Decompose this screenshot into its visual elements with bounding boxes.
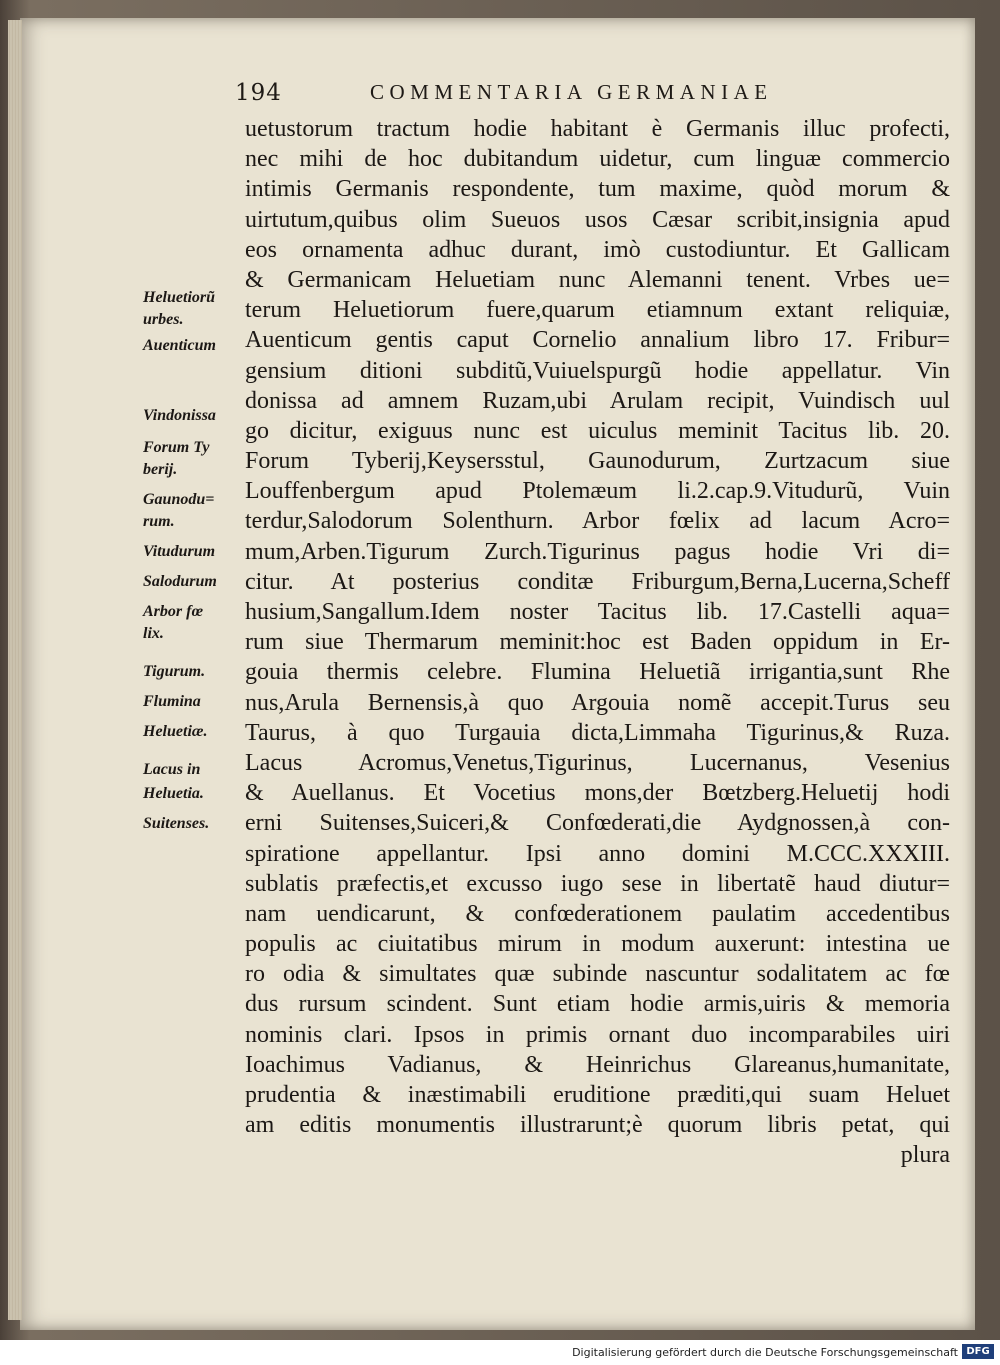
text-line: populis ac ciuitatibus mirum in modum auxerunt: intestina ue bbox=[245, 931, 950, 958]
text-line: husium,Sangallum.Idem noster Tacitus lib. 17.Castelli aqua= bbox=[245, 599, 950, 625]
text-line: nec mihi de hoc dubitandum uidetur, cum linguæ commercio bbox=[245, 146, 950, 173]
margin-note: Suitenses. bbox=[143, 815, 210, 832]
page-edge bbox=[8, 20, 22, 1320]
text-line: gouia thermis celebre. Flumina Heluetiã irrigantia,sunt Rhe bbox=[245, 659, 950, 686]
text-line: & Germanicam Heluetiam nunc Alemanni tenent. Vrbes ue= bbox=[245, 266, 950, 293]
page-header bbox=[235, 80, 855, 114]
text-line: Louffenbergum apud Ptolemæum li.2.cap.9.Vitudurũ, Vuin bbox=[245, 478, 950, 505]
margin-note: Salodurum bbox=[143, 573, 217, 590]
text-line: Taurus, à quo Turgauia dicta,Limmaha Tigurinus,& Ruza. bbox=[245, 719, 950, 746]
margin-note: Heluetiorũ bbox=[143, 289, 216, 306]
text-line: terum Heluetiorum fuere,quarum etiamnum extant reliquiæ, bbox=[245, 297, 950, 324]
text-line: Ioachimus Vadianus, & Heinrichus Glareanus,humanitate, bbox=[245, 1051, 950, 1078]
text-line: erni Suitenses,Suiceri,& Confœderati,die Aydgnossen,à con- bbox=[245, 810, 950, 837]
text-line: Forum Tyberij,Keysersstul, Gaunodurum, Zurtzacum siue bbox=[245, 448, 950, 475]
text-line: nam uendicarunt, & confœderationem paulatim accedentibus bbox=[245, 900, 950, 927]
text-line: prudentia & inæstimabili eruditione præditi,qui suam Heluet bbox=[245, 1082, 950, 1108]
text-line: intimis Germanis respondente, tum maxime, quòd morum & bbox=[245, 176, 950, 203]
text-line: citur. At posterius conditæ Friburgum,Berna,Lucerna,Scheff bbox=[245, 568, 950, 595]
margin-note: berij. bbox=[143, 461, 178, 478]
margin-note: Tigurum. bbox=[143, 663, 206, 680]
body-text bbox=[245, 114, 950, 1171]
text-line: uirtutum,quibus olim Sueuos usos Cæsar scribit,insignia apud bbox=[245, 206, 950, 233]
text-line: donissa ad amnem Ruzam,ubi Arulam recipit, Vuindisch uul bbox=[245, 387, 950, 414]
text-line: terdur,Salodorum Solenthurn. Arbor fœlix ad lacum Acro= bbox=[245, 508, 950, 535]
text-line: gensium ditioni subditũ,Vuiuelspurgũ hodie appellatur. Vin bbox=[245, 357, 950, 384]
text-line: nominis clari. Ipsos in primis ornant duo incomparabiles uiri bbox=[245, 1021, 950, 1048]
text-line: rum siue Thermarum meminit:hoc est Baden oppidum in Er- bbox=[245, 629, 950, 656]
margin-note: lix. bbox=[143, 625, 164, 642]
catchword: plura bbox=[900, 1142, 950, 1169]
text-line: & Auellanus. Et Vocetius mons,der Bœtzberg.Heluetij hodi bbox=[245, 780, 950, 807]
margin-note: rum. bbox=[143, 513, 175, 530]
text-line: Auenticum gentis caput Cornelio annalium libro 17. Fribur= bbox=[245, 327, 950, 354]
margin-note: Forum Ty bbox=[143, 439, 210, 456]
text-line: sublatis præfectis,et excusso iugo sese in libertatẽ haud diutur= bbox=[245, 870, 950, 897]
margin-note: Lacus in bbox=[143, 761, 201, 778]
text-line: am editis monumentis illustrarunt;è quorum libris petat, qui bbox=[245, 1112, 950, 1139]
text-line: nus,Arula Bernensis,à quo Argouia nomẽ accepit.Turus seu bbox=[245, 689, 950, 716]
margin-note: Arbor fœ bbox=[143, 603, 204, 620]
text-line: mum,Arben.Tigurum Zurch.Tigurinus pagus hodie Vri di= bbox=[245, 538, 950, 565]
text-line: Lacus Acromus,Venetus,Tigurinus, Lucernanus, Vesenius bbox=[245, 749, 950, 776]
dfg-logo: DFG bbox=[962, 1344, 994, 1359]
running-title: COMMENTARIA GERMANIAE bbox=[370, 80, 773, 104]
text-line: spiratione appellantur. Ipsi anno domini M.CCC.XXXIII. bbox=[245, 840, 950, 867]
text-line: uetustorum tractum hodie habitant è Germanis illuc profecti, bbox=[245, 116, 950, 142]
margin-note: Gaunodu= bbox=[143, 491, 215, 508]
text-line: go dicitur, exiguus nunc est uiculus meminit Tacitus lib. 20. bbox=[245, 417, 950, 444]
margin-note: Heluetiæ. bbox=[143, 723, 208, 740]
page-number: 194 bbox=[235, 80, 282, 106]
margin-note: Flumina bbox=[143, 693, 201, 710]
margin-note: urbes. bbox=[143, 311, 184, 328]
margin-note: Vindonissa bbox=[143, 407, 216, 424]
funding-notice: Digitalisierung gefördert durch die Deutsche Forschungsgemeinschaft bbox=[572, 1346, 958, 1359]
text-line: dus rursum scindent. Sunt etiam hodie armis,uiris & memoria bbox=[245, 991, 950, 1018]
text-line: ro odia & simultates quæ subinde nascuntur sodalitatem ac fœ bbox=[245, 961, 950, 988]
text-line: eos ornamenta adhuc durant, imò custodiuntur. Et Gallicam bbox=[245, 236, 950, 263]
margin-note: Vitudurum bbox=[143, 543, 216, 560]
footer-bar bbox=[0, 1340, 1000, 1365]
margin-note: Heluetia. bbox=[143, 785, 204, 802]
margin-note: Auenticum bbox=[143, 337, 216, 354]
